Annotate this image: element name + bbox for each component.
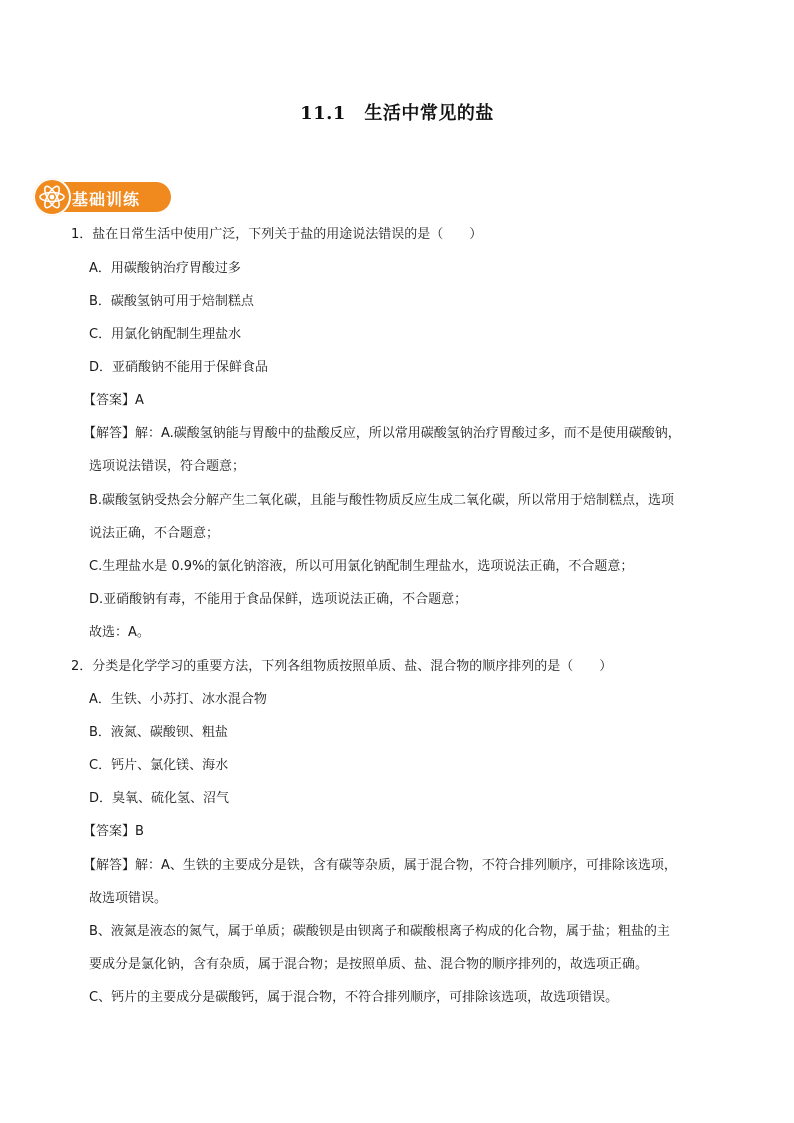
question-2-explanation-line: 要成分是氯化钠，含有杂质，属于混合物；是按照单质、盐、混合物的顺序排列的，故选项正确。 (89, 957, 649, 972)
question-1-explanation-line: 选项说法错误，符合题意； (89, 459, 246, 474)
question-2-explanation-line: C、钙片的主要成分是碳酸钙，属于混合物，不符合排列顺序，可排除该选项，故选项错误。 (89, 990, 619, 1005)
question-2-option-a: A．生铁、小苏打、冰水混合物 (89, 692, 267, 707)
question-1-option-d: D．亚硝酸钠不能用于保鲜食品 (89, 360, 269, 375)
question-2-option-b: B．液氮、碳酸钡、粗盐 (89, 725, 228, 740)
question-1-explanation-line: D.亚硝酸钠有毒，不能用于食品保鲜，选项说法正确，不合题意； (89, 592, 468, 607)
question-1-explanation-line: C.生理盐水是 0.9%的氯化钠溶液，所以可用氯化钠配制生理盐水，选项说法正确，不合题意； (89, 559, 634, 574)
question-1-option-a: A．用碳酸钠治疗胃酸过多 (89, 261, 241, 276)
question-2-option-c: C．钙片、氯化镁、海水 (89, 758, 229, 773)
question-1-explanation-line: 【解答】解：A.碳酸氢钠能与胃酸中的盐酸反应，所以常用碳酸氢钠治疗胃酸过多，而不是使用碳酸钠， (83, 426, 681, 441)
question-2-answer: 【答案】B (83, 824, 144, 839)
question-1-explanation-line: 说法正确，不合题意； (89, 526, 220, 541)
page-title: 11.1 生活中常见的盐 (300, 103, 494, 124)
section-banner (33, 178, 171, 216)
question-1-conclusion: 故选：A。 (89, 625, 150, 640)
section-label: 基础训练 (72, 190, 141, 209)
atom-icon (33, 178, 71, 216)
question-2-stem: 2．分类是化学学习的重要方法，下列各组物质按照单质、盐、混合物的顺序排列的是（ ） (71, 659, 613, 674)
question-1-stem: 1．盐在日常生活中使用广泛，下列关于盐的用途说法错误的是（ ） (71, 227, 483, 242)
question-2-explanation-line: B、液氮是液态的氮气，属于单质；碳酸钡是由钡离子和碳酸根离子构成的化合物，属于盐；粗盐的主 (89, 924, 670, 939)
question-2-option-d: D．臭氧、硫化氢、沼气 (89, 791, 230, 806)
question-1-option-c: C．用氯化钠配制生理盐水 (89, 327, 242, 342)
question-1-answer: 【答案】A (83, 393, 144, 408)
question-1-explanation-line: B.碳酸氢钠受热会分解产生二氧化碳，且能与酸性物质反应生成二氧化碳，所以常用于焙制糕点，选项 (89, 493, 675, 508)
question-1-option-b: B．碳酸氢钠可用于焙制糕点 (89, 294, 254, 309)
question-2-explanation-line: 故选项错误。 (89, 891, 168, 906)
question-2-explanation-line: 【解答】解：A、生铁的主要成分是铁，含有碳等杂质，属于混合物，不符合排列顺序，可排除该选项， (83, 858, 677, 873)
